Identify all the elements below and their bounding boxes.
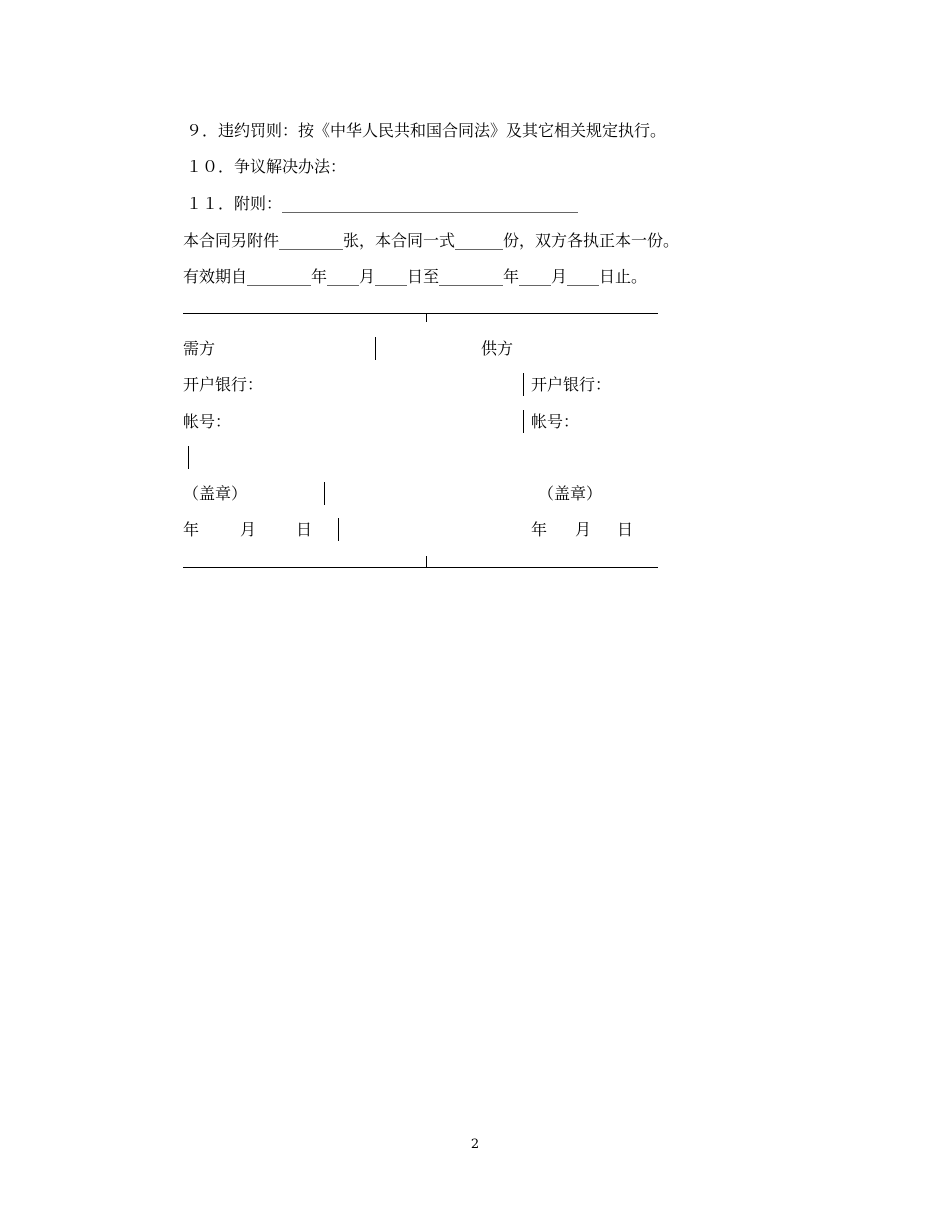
validity-line: 有效期自________年____月____日至________年____月____日止。	[183, 267, 648, 286]
column-divider	[324, 482, 325, 505]
column-divider	[338, 518, 339, 541]
supplier-label: 供方	[481, 339, 514, 358]
buyer-label: 需方	[183, 339, 216, 358]
clause-10: １０．争议解决办法：	[186, 157, 347, 176]
buyer-seal-label: （盖章）	[183, 484, 248, 503]
clause-9: ９．违约罚则：按《中华人民共和国合同法》及其它相关规定执行。	[186, 121, 667, 140]
buyer-date-month: 月	[240, 520, 257, 539]
buyer-date-day: 日	[296, 520, 313, 539]
column-divider	[523, 410, 524, 433]
buyer-date-year: 年	[183, 520, 200, 539]
attachment-line: 本合同另附件________张，本合同一式______份，双方各执正本一份。	[183, 231, 680, 250]
column-divider	[375, 337, 376, 360]
signature-table-top-tick	[426, 313, 427, 322]
supplier-seal-label: （盖章）	[538, 484, 603, 503]
signature-table-bottom-rule	[183, 567, 658, 568]
supplier-bank-label: 开户银行：	[531, 375, 612, 394]
page-number: 2	[470, 1137, 480, 1152]
buyer-account-label: 帐号：	[183, 412, 232, 431]
supplier-account-label: 帐号：	[531, 412, 580, 431]
signature-table-top-rule	[183, 313, 658, 314]
column-divider	[523, 373, 524, 396]
column-divider	[188, 446, 189, 469]
buyer-bank-label: 开户银行：	[183, 375, 264, 394]
supplier-date-month: 月	[575, 520, 592, 539]
supplier-date-year: 年	[531, 520, 548, 539]
supplier-date-day: 日	[617, 520, 634, 539]
clause-11: １１．附则：_____________________________________	[186, 194, 579, 213]
